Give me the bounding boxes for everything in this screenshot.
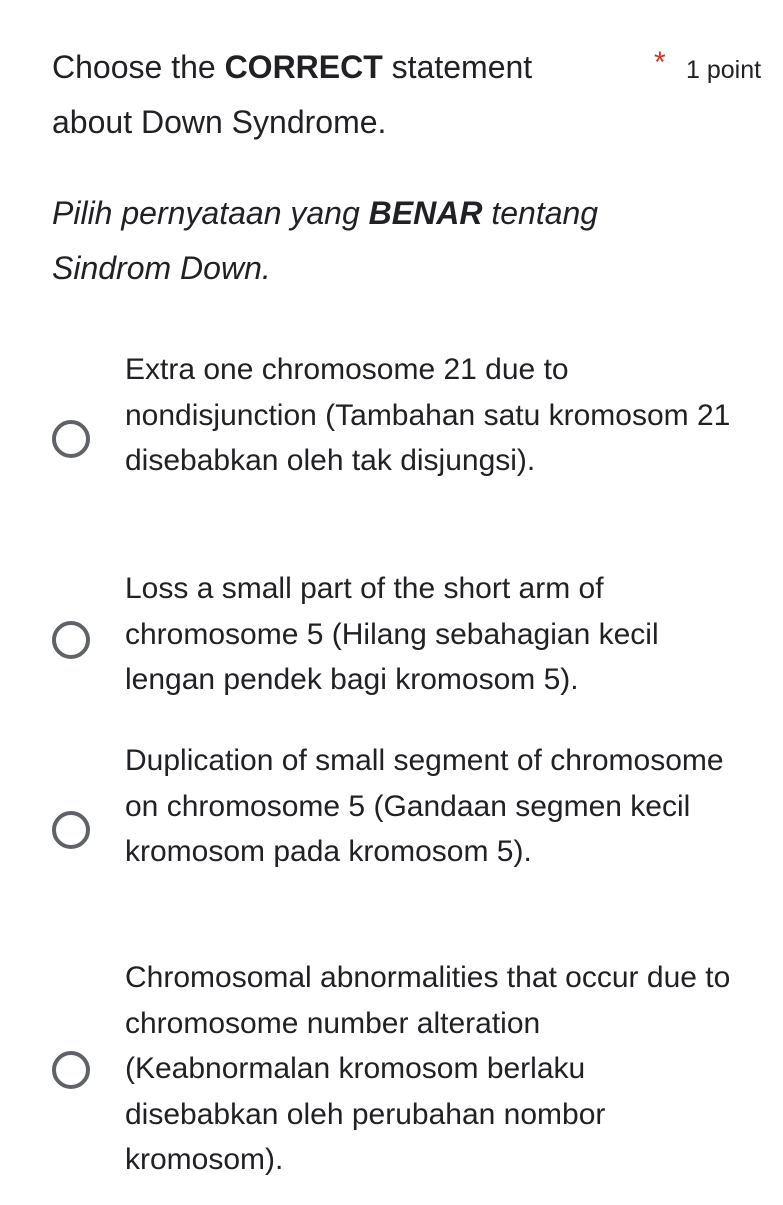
radio-option-3[interactable] <box>0 738 783 928</box>
radio-button[interactable] <box>52 811 90 849</box>
question-text-part2: statement about Down Syndrome. <box>52 49 533 140</box>
translation-text-part1: Pilih pernyataan yang <box>52 195 369 231</box>
radio-button[interactable] <box>52 420 90 458</box>
required-asterisk: * <box>654 46 666 79</box>
radio-button[interactable] <box>52 1051 90 1089</box>
question-title <box>52 40 612 150</box>
option-label[interactable]: Chromosomal abnormalities that occur due to chromosome number alteration (Keabnormalan kromosom berlaku disebabkan oleh perubahan nombor kromosom). <box>125 961 731 1176</box>
option-label[interactable]: Extra one chromosome 21 due to nondisjunction (Tambahan satu kromosom 21 disebabkan oleh tak disjungsi). <box>125 353 731 477</box>
translation-text-bold: BENAR <box>368 195 483 231</box>
question-text-part1: Choose the <box>52 49 225 85</box>
translation-text-part2: tentang Sindrom Down. <box>52 195 599 286</box>
radio-button[interactable] <box>52 621 90 659</box>
points-label: 1 point <box>686 56 762 84</box>
radio-option-1[interactable] <box>0 347 783 537</box>
option-label[interactable]: Duplication of small segment of chromosome on chromosome 5 (Gandaan segmen kecil kromosom pada kromosom 5). <box>125 744 724 868</box>
radio-option-2[interactable] <box>0 566 783 706</box>
question-translation <box>52 186 692 296</box>
question-text-bold: CORRECT <box>224 49 383 85</box>
radio-option-4[interactable] <box>0 955 783 1190</box>
option-label[interactable]: Loss a small part of the short arm of chromosome 5 (Hilang sebahagian kecil lengan pendek bagi kromosom 5). <box>125 572 659 696</box>
